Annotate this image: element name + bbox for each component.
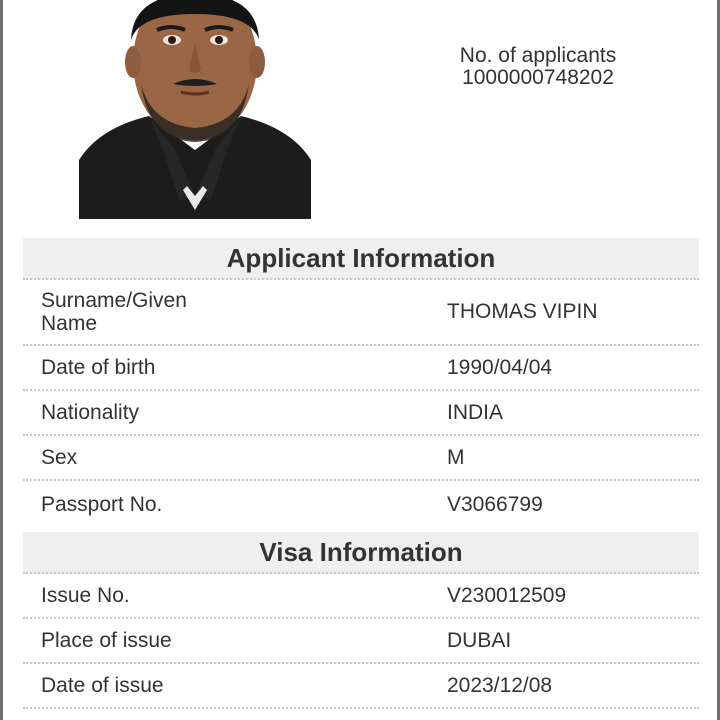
info-row-name	[23, 280, 699, 346]
info-row-label: Date of birth	[41, 356, 156, 379]
info-row-label: Sex	[41, 446, 78, 469]
info-row-value: V230012509	[447, 584, 567, 607]
info-row-label: Issue No.	[41, 584, 130, 607]
info-row-nationality	[23, 391, 699, 436]
visa-information-section	[23, 532, 699, 709]
info-row-place-of-issue	[23, 619, 699, 664]
info-row-value: 2023/12/08	[447, 674, 553, 697]
info-row-value: INDIA	[447, 401, 504, 424]
info-row-label: Surname/Given Name	[41, 289, 187, 335]
info-row-label: Place of issue	[41, 629, 172, 652]
info-row-value: THOMAS VIPIN	[447, 300, 598, 323]
applicant-count	[433, 45, 643, 89]
applicant-count-label: No. of applicants	[459, 44, 617, 67]
applicant-information-section	[23, 238, 699, 530]
info-row-value: V3066799	[447, 493, 543, 516]
applicant-information-title: Applicant Information	[23, 238, 699, 280]
applicant-photo	[79, 0, 311, 219]
info-row-label: Passport No.	[41, 493, 163, 516]
info-row-date-of-issue	[23, 664, 699, 709]
info-row-value: M	[447, 446, 465, 469]
info-row-sex	[23, 436, 699, 481]
info-row-dob	[23, 346, 699, 391]
visa-information-title: Visa Information	[23, 532, 699, 574]
applicant-count-value: 1000000748202	[462, 66, 614, 89]
info-row-label: Nationality	[41, 401, 140, 424]
info-row-value: 1990/04/04	[447, 356, 553, 379]
info-row-passport	[23, 481, 699, 530]
info-row-issue-no	[23, 574, 699, 619]
info-row-label: Date of issue	[41, 674, 164, 697]
info-row-value: DUBAI	[447, 629, 512, 652]
